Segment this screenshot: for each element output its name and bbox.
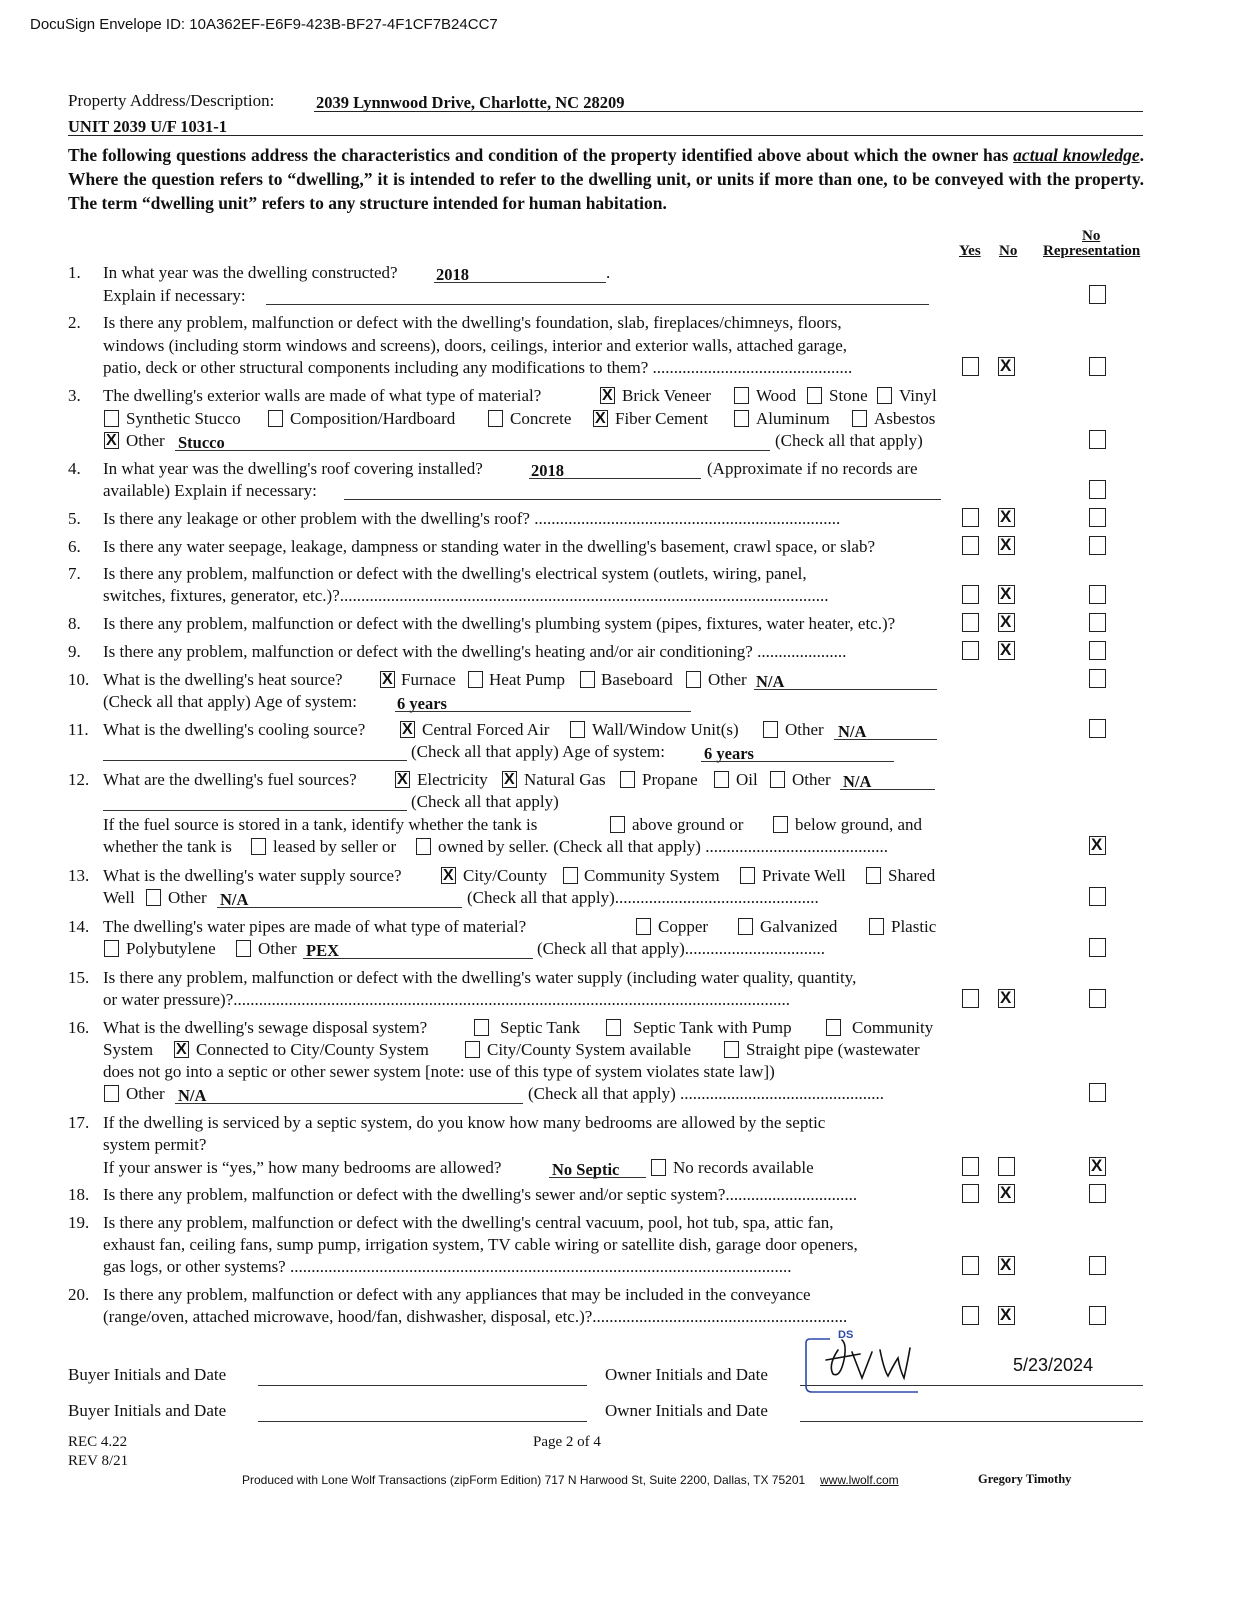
- q9-number: 9.: [68, 642, 81, 661]
- q10-norep-checkbox[interactable]: [1089, 669, 1106, 688]
- produced-with: Produced with Lone Wolf Transactions (zipForm Edition) 717 N Harwood St, Suite 2200, Dallas, TX 75201: [242, 1473, 806, 1487]
- q2-norep-checkbox[interactable]: [1089, 357, 1106, 376]
- q17-line-1: If the dwelling is serviced by a septic system, do you know how many bedrooms are allowed by the septic: [103, 1113, 826, 1132]
- q6-no-checkbox[interactable]: [998, 536, 1015, 555]
- q5-no-checkbox[interactable]: [998, 508, 1015, 527]
- q13-city-label: City/County: [463, 866, 548, 885]
- q4-explain-line: [344, 499, 941, 500]
- q7-line-2: switches, fixtures, generator, etc.)?...................................................................................................................: [103, 586, 829, 605]
- q12-norep-checkbox[interactable]: [1089, 836, 1106, 855]
- q10-age-label: (Check all that apply) Age of system:: [103, 692, 357, 711]
- q19-line-3: gas logs, or other systems? ......................................................................................................................: [103, 1257, 792, 1276]
- q11-other-checkbox[interactable]: [763, 721, 778, 738]
- q10-other-value: N/A: [756, 672, 785, 691]
- q12-tank-text: If the fuel source is stored in a tank, identify whether the tank is: [103, 815, 538, 834]
- owner-initials-field-2[interactable]: [800, 1421, 1143, 1422]
- q15-line-2: or water pressure)?...................................................................................................................................: [103, 990, 791, 1009]
- q2-yes-checkbox[interactable]: [962, 357, 979, 376]
- q3-fiber-checkbox[interactable]: [593, 410, 608, 427]
- q20-norep-checkbox[interactable]: [1089, 1306, 1106, 1325]
- q15-line-1: Is there any problem, malfunction or defect with the dwelling's water supply (including water quality, quantity,: [103, 968, 857, 987]
- header-norep-2: Representation: [1043, 243, 1141, 259]
- form-rev: REV 8/21: [68, 1453, 129, 1469]
- q13-text: What is the dwelling's water supply source?: [103, 866, 402, 885]
- unit-rule: [68, 135, 1143, 136]
- q12-text: What are the dwelling's fuel sources?: [103, 770, 357, 789]
- q16-septic-pump-label: Septic Tank with Pump: [633, 1018, 792, 1037]
- q3-check-note: (Check all that apply): [775, 431, 923, 450]
- q18-number: 18.: [68, 1185, 90, 1204]
- q12-below-label: below ground, and: [795, 815, 923, 834]
- q17-yes-checkbox[interactable]: [962, 1157, 979, 1176]
- q11-central-label: Central Forced Air: [422, 720, 550, 739]
- q3-number: 3.: [68, 386, 81, 405]
- q19-norep-checkbox[interactable]: [1089, 1256, 1106, 1275]
- q11-other-label: Other: [785, 720, 824, 739]
- q13-private-checkbox[interactable]: [740, 867, 755, 884]
- q19-line-2: exhaust fan, ceiling fans, sump pump, irrigation system, TV cable wiring or satellite dish, garage door openers,: [103, 1235, 858, 1254]
- q1-year: 2018: [436, 265, 469, 284]
- buyer-initials-label-2: Buyer Initials and Date: [68, 1401, 227, 1420]
- q16-other-label: Other: [126, 1084, 165, 1103]
- owner-name: Gregory Timothy: [978, 1472, 1072, 1486]
- q17-norep-checkbox[interactable]: [1089, 1157, 1106, 1176]
- q20-line-2: (range/oven, attached microwave, hood/fan, dishwasher, disposal, etc.)?............................................................: [103, 1307, 848, 1326]
- q17-value-line: [549, 1177, 646, 1178]
- q3-brick-label: Brick Veneer: [622, 386, 711, 405]
- q13-other-line: [217, 907, 462, 908]
- q20-number: 20.: [68, 1285, 90, 1304]
- q16-connected-checkbox[interactable]: [174, 1041, 189, 1058]
- q14-copper-label: Copper: [658, 917, 709, 936]
- q9-yes-checkbox[interactable]: [962, 641, 979, 660]
- q12-gas-checkbox[interactable]: [502, 771, 517, 788]
- q14-other-line: [303, 958, 533, 959]
- q3-wood-label: Wood: [756, 386, 797, 405]
- q16-connected-label: Connected to City/County System: [196, 1040, 429, 1059]
- q14-copper-checkbox[interactable]: [636, 918, 651, 935]
- q10-baseboard-checkbox[interactable]: [580, 671, 595, 688]
- q16-text: What is the dwelling's sewage disposal system?: [103, 1018, 428, 1037]
- q15-number: 15.: [68, 968, 90, 987]
- q16-number: 16.: [68, 1018, 90, 1037]
- q3-other-checkbox[interactable]: [104, 432, 119, 449]
- q14-poly-label: Polybutylene: [126, 939, 216, 958]
- q6-number: 6.: [68, 537, 81, 556]
- q11-central-checkbox[interactable]: [400, 721, 415, 738]
- q14-norep-checkbox[interactable]: [1089, 938, 1106, 957]
- q10-number: 10.: [68, 670, 90, 689]
- q3-other-line: [175, 450, 770, 451]
- q14-plastic-label: Plastic: [891, 917, 937, 936]
- docusign-initials-stamp: [800, 1330, 930, 1398]
- q16-norep-checkbox[interactable]: [1089, 1083, 1106, 1102]
- q4-norep-checkbox[interactable]: [1089, 480, 1106, 499]
- q3-stucco-checkbox[interactable]: [104, 410, 119, 427]
- q13-shared-checkbox[interactable]: [866, 867, 881, 884]
- form-rec: REC 4.22: [68, 1434, 128, 1450]
- q10-age: 6 years: [397, 694, 447, 713]
- q9-norep-checkbox[interactable]: [1089, 641, 1106, 660]
- q5-norep-checkbox[interactable]: [1089, 508, 1106, 527]
- q16-note: does not go into a septic or other sewer system [note: use of this type of system violates state law]): [103, 1062, 775, 1081]
- owner-initials-label-2: Owner Initials and Date: [605, 1401, 768, 1420]
- q12-gas-label: Natural Gas: [524, 770, 606, 789]
- property-address: 2039 Lynnwood Drive, Charlotte, NC 28209: [316, 93, 625, 112]
- q17-no-checkbox[interactable]: [998, 1157, 1015, 1176]
- q12-tank-owner-text: whether the tank is: [103, 837, 232, 856]
- q13-check-note: (Check all that apply)................................................: [467, 888, 819, 907]
- q3-text: The dwelling's exterior walls are made of what type of material?: [103, 386, 542, 405]
- q16-community-checkbox[interactable]: [826, 1019, 841, 1036]
- q10-text: What is the dwelling's heat source?: [103, 670, 343, 689]
- q1-year-line: [434, 282, 606, 283]
- q20-no-checkbox[interactable]: [998, 1306, 1015, 1325]
- q2-line-1: Is there any problem, malfunction or defect with the dwelling's foundation, slab, fireplaces/chimneys, floors,: [103, 313, 842, 332]
- q1-number: 1.: [68, 263, 81, 282]
- q10-other-line: [754, 689, 937, 690]
- q16-other-line: [175, 1103, 523, 1104]
- q17-value: No Septic: [552, 1160, 620, 1179]
- q3-wood-checkbox[interactable]: [734, 387, 749, 404]
- q11-continuation-line: [103, 760, 407, 761]
- q12-other-value: N/A: [843, 772, 872, 791]
- q11-other-line: [834, 739, 937, 740]
- q11-norep-checkbox[interactable]: [1089, 719, 1106, 738]
- q3-vinyl-checkbox[interactable]: [877, 387, 892, 404]
- q7-yes-checkbox[interactable]: [962, 585, 979, 604]
- q11-other-value: N/A: [838, 722, 867, 741]
- q16-septic-label: Septic Tank: [500, 1018, 581, 1037]
- q3-brick-checkbox[interactable]: [600, 387, 615, 404]
- q14-poly-checkbox[interactable]: [104, 940, 119, 957]
- q10-heatpump-checkbox[interactable]: [468, 671, 483, 688]
- q3-asbestos-checkbox[interactable]: [852, 410, 867, 427]
- q17-number: 17.: [68, 1113, 90, 1132]
- q2-line-2: windows (including storm windows and screens), doors, ceilings, interior and exterior walls, attached garage,: [103, 336, 848, 355]
- q20-line-1: Is there any problem, malfunction or defect with any appliances that may be included in the conveyance: [103, 1285, 811, 1304]
- q20-yes-checkbox[interactable]: [962, 1306, 979, 1325]
- q16-other-value: N/A: [178, 1086, 207, 1105]
- q3-comp-label: Composition/Hardboard: [290, 409, 456, 428]
- q12-propane-label: Propane: [642, 770, 698, 789]
- q10-furnace-label: Furnace: [401, 670, 456, 689]
- buyer-initials-field-1[interactable]: [258, 1385, 587, 1386]
- q7-norep-checkbox[interactable]: [1089, 585, 1106, 604]
- q8-yes-checkbox[interactable]: [962, 613, 979, 632]
- q7-line-1: Is there any problem, malfunction or defect with the dwelling's electrical system (outlets, wiring, panel,: [103, 564, 807, 583]
- q12-leased-checkbox[interactable]: [251, 838, 266, 855]
- q12-check-note: (Check all that apply): [411, 792, 559, 811]
- q3-asbestos-label: Asbestos: [874, 409, 936, 428]
- owner-initials-date: 5/23/2024: [1013, 1355, 1094, 1375]
- q12-number: 12.: [68, 770, 90, 789]
- q11-wall-label: Wall/Window Unit(s): [592, 720, 739, 739]
- q5-yes-checkbox[interactable]: [962, 508, 979, 527]
- q12-elec-checkbox[interactable]: [395, 771, 410, 788]
- q18-no-checkbox[interactable]: [998, 1184, 1015, 1203]
- q12-oil-label: Oil: [736, 770, 758, 789]
- q1-period: .: [606, 263, 611, 282]
- q2-line-3: patio, deck or other structural components including any modifications to them? ...............................................: [103, 358, 853, 377]
- q11-age-line: [701, 761, 894, 762]
- q5-text: Is there any leakage or other problem with the dwelling's roof? ........................................................................: [103, 509, 841, 528]
- q10-heatpump-label: Heat Pump: [489, 670, 566, 689]
- q1-norep-checkbox[interactable]: [1089, 285, 1106, 304]
- actual-knowledge: actual knowledge: [1013, 145, 1140, 165]
- header-yes: Yes: [959, 243, 981, 259]
- q4-year-line: [529, 478, 701, 479]
- q12-leased-label: leased by seller or: [273, 837, 397, 856]
- q13-norep-checkbox[interactable]: [1089, 887, 1106, 906]
- q3-norep-checkbox[interactable]: [1089, 430, 1106, 449]
- q12-above-checkbox[interactable]: [610, 816, 625, 833]
- q1-explain: Explain if necessary:: [103, 286, 246, 305]
- q12-owned-checkbox[interactable]: [416, 838, 431, 855]
- q10-other-checkbox[interactable]: [686, 671, 701, 688]
- q11-wall-checkbox[interactable]: [570, 721, 585, 738]
- q6-text: Is there any water seepage, leakage, dampness or standing water in the dwelling's basement, crawl space, or slab?: [103, 537, 876, 556]
- q8-norep-checkbox[interactable]: [1089, 613, 1106, 632]
- buyer-initials-label-1: Buyer Initials and Date: [68, 1365, 227, 1384]
- q10-age-line: [395, 711, 691, 712]
- q17-norecords-label: No records available: [673, 1158, 814, 1177]
- q3-other-value: Stucco: [178, 433, 225, 452]
- q16-other-checkbox[interactable]: [104, 1085, 119, 1102]
- q1-explain-line: [266, 304, 929, 305]
- q8-no-checkbox[interactable]: [998, 613, 1015, 632]
- q13-private-label: Private Well: [762, 866, 846, 885]
- q13-well-label: Well: [103, 888, 135, 907]
- q17-norecords-checkbox[interactable]: [651, 1159, 666, 1176]
- q3-stone-checkbox[interactable]: [807, 387, 822, 404]
- q4-approx: (Approximate if no records are: [707, 459, 918, 478]
- q13-community-checkbox[interactable]: [563, 867, 578, 884]
- q19-number: 19.: [68, 1213, 90, 1232]
- q15-yes-checkbox[interactable]: [962, 989, 979, 1008]
- header-norep-1: No: [1082, 228, 1101, 244]
- q3-aluminum-label: Aluminum: [756, 409, 830, 428]
- q12-oil-checkbox[interactable]: [714, 771, 729, 788]
- q12-other-checkbox[interactable]: [770, 771, 785, 788]
- q4-explain: available) Explain if necessary:: [103, 481, 317, 500]
- q7-no-checkbox[interactable]: [998, 585, 1015, 604]
- property-label: Property Address/Description:: [68, 91, 275, 110]
- q3-concrete-label: Concrete: [510, 409, 572, 428]
- q12-elec-label: Electricity: [417, 770, 488, 789]
- q12-below-checkbox[interactable]: [773, 816, 788, 833]
- q11-text: What is the dwelling's cooling source?: [103, 720, 366, 739]
- q3-comp-checkbox[interactable]: [268, 410, 283, 427]
- q15-no-checkbox[interactable]: [998, 989, 1015, 1008]
- q16-check-note: (Check all that apply) ................................................: [528, 1084, 885, 1103]
- docusign-ds-label: DS: [838, 1329, 854, 1341]
- unit-description: UNIT 2039 U/F 1031-1: [68, 117, 228, 136]
- q14-check-note: (Check all that apply).................................: [537, 939, 826, 958]
- owner-initials-label-1: Owner Initials and Date: [605, 1365, 768, 1384]
- q11-number: 11.: [68, 720, 89, 739]
- q7-number: 7.: [68, 564, 81, 583]
- q3-vinyl-label: Vinyl: [899, 386, 937, 405]
- q17-line-3: If your answer is “yes,” how many bedrooms are allowed?: [103, 1158, 502, 1177]
- q12-other-line: [840, 789, 935, 790]
- q14-other-label: Other: [258, 939, 297, 958]
- q1-text: In what year was the dwelling constructed?: [103, 263, 398, 282]
- q12-continuation-line: [103, 810, 407, 811]
- q16-system-label: System: [103, 1040, 154, 1059]
- q13-other-value: N/A: [220, 890, 249, 909]
- q18-yes-checkbox[interactable]: [962, 1184, 979, 1203]
- q16-septic-checkbox[interactable]: [474, 1019, 489, 1036]
- q16-straight-label: Straight pipe (wastewater: [746, 1040, 920, 1059]
- q2-number: 2.: [68, 313, 81, 332]
- q3-aluminum-checkbox[interactable]: [734, 410, 749, 427]
- q19-no-checkbox[interactable]: [998, 1256, 1015, 1275]
- q16-available-checkbox[interactable]: [465, 1041, 480, 1058]
- q12-propane-checkbox[interactable]: [620, 771, 635, 788]
- q3-other-label: Other: [126, 431, 165, 450]
- q14-other-checkbox[interactable]: [236, 940, 251, 957]
- q14-text: The dwelling's water pipes are made of what type of material?: [103, 917, 527, 936]
- q4-year: 2018: [531, 461, 564, 480]
- q8-number: 8.: [68, 614, 81, 633]
- q14-number: 14.: [68, 917, 90, 936]
- q13-community-label: Community System: [584, 866, 720, 885]
- q14-other-value: PEX: [306, 941, 339, 960]
- q4-number: 4.: [68, 459, 81, 478]
- q11-age-label: (Check all that apply) Age of system:: [411, 742, 665, 761]
- envelope-id: DocuSign Envelope ID: 10A362EF-E6F9-423B-BF27-4F1CF7B24CC7: [30, 16, 498, 33]
- q6-norep-checkbox[interactable]: [1089, 536, 1106, 555]
- q18-text: Is there any problem, malfunction or defect with the dwelling's sewer and/or septic system?...............................: [103, 1185, 858, 1204]
- q15-norep-checkbox[interactable]: [1089, 989, 1106, 1008]
- q3-concrete-checkbox[interactable]: [488, 410, 503, 427]
- q3-stone-label: Stone: [829, 386, 868, 405]
- q13-number: 13.: [68, 866, 90, 885]
- q14-galv-checkbox[interactable]: [738, 918, 753, 935]
- q13-shared-label: Shared: [888, 866, 936, 885]
- intro-paragraph: The following questions address the characteristics and condition of the property identified above about which the owner has actual knowledge. Where the question refers to “dwelling,” it is intended to refer to the dwelling unit, or units if more than one, to be conveyed with the property. The term “dwelling unit” refers to any structure intended for human habitation.: [68, 145, 1144, 213]
- q3-fiber-label: Fiber Cement: [615, 409, 709, 428]
- q10-baseboard-label: Baseboard: [601, 670, 673, 689]
- q8-text: Is there any problem, malfunction or defect with the dwelling's plumbing system (pipes, fixtures, water heater, etc.)?: [103, 614, 896, 633]
- q16-septic-pump-checkbox[interactable]: [606, 1019, 621, 1036]
- page-number: Page 2 of 4: [533, 1434, 601, 1450]
- q12-owned-label: owned by seller. (Check all that apply) ...........................................: [438, 837, 888, 856]
- q2-no-checkbox[interactable]: [998, 357, 1015, 376]
- q10-furnace-checkbox[interactable]: [380, 671, 395, 688]
- q14-plastic-checkbox[interactable]: [869, 918, 884, 935]
- q11-age: 6 years: [704, 744, 754, 763]
- q4-text: In what year was the dwelling's roof covering installed?: [103, 459, 483, 478]
- q6-yes-checkbox[interactable]: [962, 536, 979, 555]
- q13-other-label: Other: [168, 888, 207, 907]
- q19-yes-checkbox[interactable]: [962, 1256, 979, 1275]
- q10-other-label: Other: [708, 670, 747, 689]
- lwolf-link[interactable]: www.lwolf.com: [820, 1473, 899, 1487]
- address-rule: [314, 111, 1143, 112]
- q9-text: Is there any problem, malfunction or defect with the dwelling's heating and/or air conditioning? .....................: [103, 642, 847, 661]
- header-no: No: [999, 243, 1018, 259]
- q12-other-label: Other: [792, 770, 831, 789]
- q16-straight-checkbox[interactable]: [724, 1041, 739, 1058]
- q5-number: 5.: [68, 509, 81, 528]
- q13-city-checkbox[interactable]: [441, 867, 456, 884]
- q12-above-label: above ground or: [632, 815, 744, 834]
- q16-community-label: Community: [852, 1018, 934, 1037]
- buyer-initials-field-2[interactable]: [258, 1421, 587, 1422]
- q9-no-checkbox[interactable]: [998, 641, 1015, 660]
- q17-line-2: system permit?: [103, 1135, 207, 1154]
- q14-galv-label: Galvanized: [760, 917, 838, 936]
- q19-line-1: Is there any problem, malfunction or defect with the dwelling's central vacuum, pool, hot tub, spa, attic fan,: [103, 1213, 834, 1232]
- q16-available-label: City/County System available: [487, 1040, 691, 1059]
- q3-stucco-label: Synthetic Stucco: [126, 409, 241, 428]
- q13-other-checkbox[interactable]: [146, 889, 161, 906]
- q18-norep-checkbox[interactable]: [1089, 1184, 1106, 1203]
